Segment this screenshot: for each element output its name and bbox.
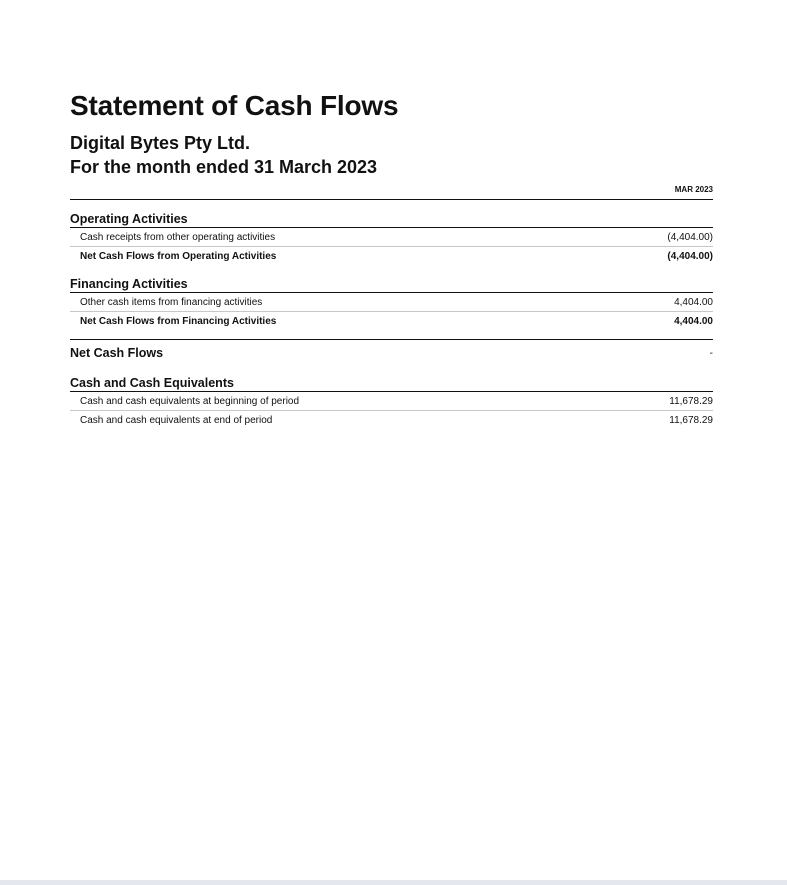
row-label: Cash and cash equivalents at end of period	[80, 414, 273, 426]
financing-activities-section	[70, 277, 713, 330]
table-row	[70, 228, 713, 247]
row-label: Cash and cash equivalents at beginning of period	[80, 395, 300, 407]
section-heading: Operating Activities	[70, 212, 713, 228]
row-amount: 11,678.29	[669, 395, 713, 407]
cash-equivalents-section	[70, 376, 713, 429]
viewer-bottom-strip	[0, 880, 787, 885]
cash-flow-report	[70, 88, 713, 429]
organisation-name: Digital Bytes Pty Ltd.	[70, 133, 251, 153]
section-heading: Financing Activities	[70, 277, 713, 293]
table-row	[70, 392, 713, 411]
table-row	[70, 293, 713, 312]
section-heading: Cash and Cash Equivalents	[70, 376, 713, 392]
row-label: Cash receipts from other operating activities	[80, 231, 276, 243]
total-row	[70, 312, 713, 330]
report-period: For the month ended 31 March 2023	[70, 157, 378, 177]
total-row	[70, 247, 713, 265]
total-amount: 4,404.00	[674, 315, 713, 327]
row-amount: 11,678.29	[669, 414, 713, 426]
row-amount: (4,404.00)	[667, 231, 713, 243]
row-amount: 4,404.00	[674, 296, 713, 308]
row-label: Other cash items from financing activities	[80, 296, 263, 308]
column-header-mar-2023: MAR 2023	[674, 185, 713, 194]
total-amount: (4,404.00)	[667, 250, 713, 262]
column-header-row	[70, 185, 713, 200]
table-row	[70, 411, 713, 429]
net-cash-flows-row	[70, 339, 713, 366]
report-title: Statement of Cash Flows	[70, 90, 399, 121]
total-label: Net Cash Flows from Financing Activities	[80, 315, 277, 327]
net-cash-flows-amount: -	[709, 347, 713, 359]
total-label: Net Cash Flows from Operating Activities	[80, 250, 277, 262]
net-cash-flows-label: Net Cash Flows	[70, 346, 164, 360]
operating-activities-section	[70, 212, 713, 265]
